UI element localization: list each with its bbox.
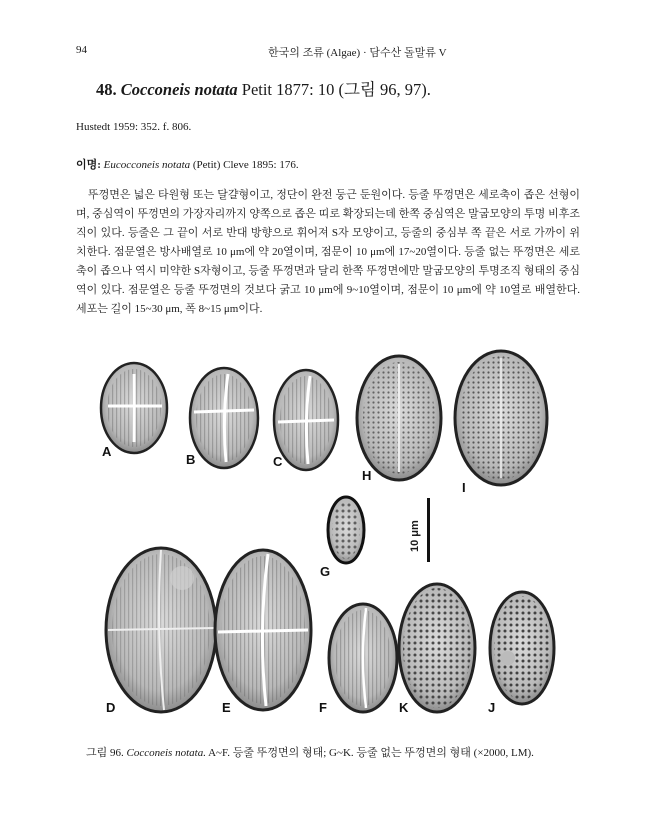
caption-species: Cocconeis notata. — [126, 747, 206, 759]
cell-B — [190, 368, 258, 468]
synonym-label: 이명: — [76, 159, 101, 171]
panel-label-D: D — [106, 700, 116, 715]
panel-label-I: I — [462, 480, 466, 495]
panel-label-K: K — [399, 700, 409, 715]
panel-label-H: H — [362, 468, 372, 483]
panel-label-A: A — [102, 444, 112, 459]
cell-C — [274, 370, 338, 470]
figure-caption — [86, 744, 534, 760]
caption-prefix: 그림 96. — [86, 747, 124, 759]
cell-K — [399, 584, 475, 712]
panel-label-J: J — [488, 700, 496, 715]
synonym-line — [76, 156, 299, 172]
running-title: 한국의 조류 (Algae) · 담수산 돌말류 V — [268, 47, 447, 59]
description-paragraph: 뚜껑면은 넓은 타원형 또는 달걀형이고, 정단이 완전 둥근 둔원이다. 등줄 뚜껑면은 세로축이 좁은 선형이며, 중심역이 뚜껑면의 가장자리까지 양쪽으로 좁은 띠로 확장되는데 한쪽 중심역은 말굽모양의 투명 비후조직이 있다. 등줄은 그 끝이 서로 반대 방향으로 휘어져 S자 모양이고, 등줄의 중심부 쪽 끝은 서로 가까이 위치한다. 점문열은 방사배열로 10 μm에 약 20열이며, 점문이 10 μm에 17~20열이다. 등줄 없는 뚜껑면은 세로축이 좁으나 역시 미약한 S자형이고, 등줄 뚜껑면과 달리 한쪽 뚜껑면에만 말굽모양의 투명조직 형태의 중심역이 있다. 점문열은 등줄 뚜껑면의 것보다 굵고 10 μm에 9~10열이며, 점문이 10 μm에 약 10열로 배열한다. 세포는 길이 15~30 μm, 폭 8~15 μm이다. — [76, 189, 580, 315]
scale-bar — [427, 498, 430, 562]
panel-label-B: B — [186, 452, 196, 467]
cell-F — [329, 604, 397, 712]
cell-J — [490, 592, 554, 704]
species-authority: Petit 1877: 10 (그림 96, 97). — [241, 80, 431, 99]
micrograph-figure — [76, 340, 580, 730]
synonym-authority: (Petit) Cleve 1895: 176. — [192, 159, 299, 171]
micrograph-plate — [76, 340, 580, 730]
literature-reference: Hustedt 1959: 352. f. 806. — [76, 121, 192, 133]
scale-bar-label: 10 μm — [409, 520, 421, 552]
cell-A — [101, 363, 167, 453]
page-number: 94 — [76, 44, 87, 56]
cell-D — [106, 548, 216, 712]
panel-label-E: E — [222, 700, 231, 715]
panel-label-C: C — [273, 454, 283, 469]
cell-H — [357, 356, 441, 480]
species-name: Cocconeis notata — [120, 80, 238, 99]
cell-I — [455, 351, 547, 485]
caption-text: A~F. 등줄 뚜껑면의 형태; G~K. 등줄 없는 뚜껑면의 형태 (×2000, LM). — [208, 747, 534, 759]
panel-label-F: F — [319, 700, 327, 715]
cell-E — [215, 550, 311, 710]
panel-label-G: G — [320, 564, 331, 579]
entry-number: 48. — [96, 80, 117, 99]
synonym-name: Eucocconeis notata — [103, 159, 191, 171]
cell-G — [328, 497, 364, 563]
species-heading — [96, 76, 431, 100]
